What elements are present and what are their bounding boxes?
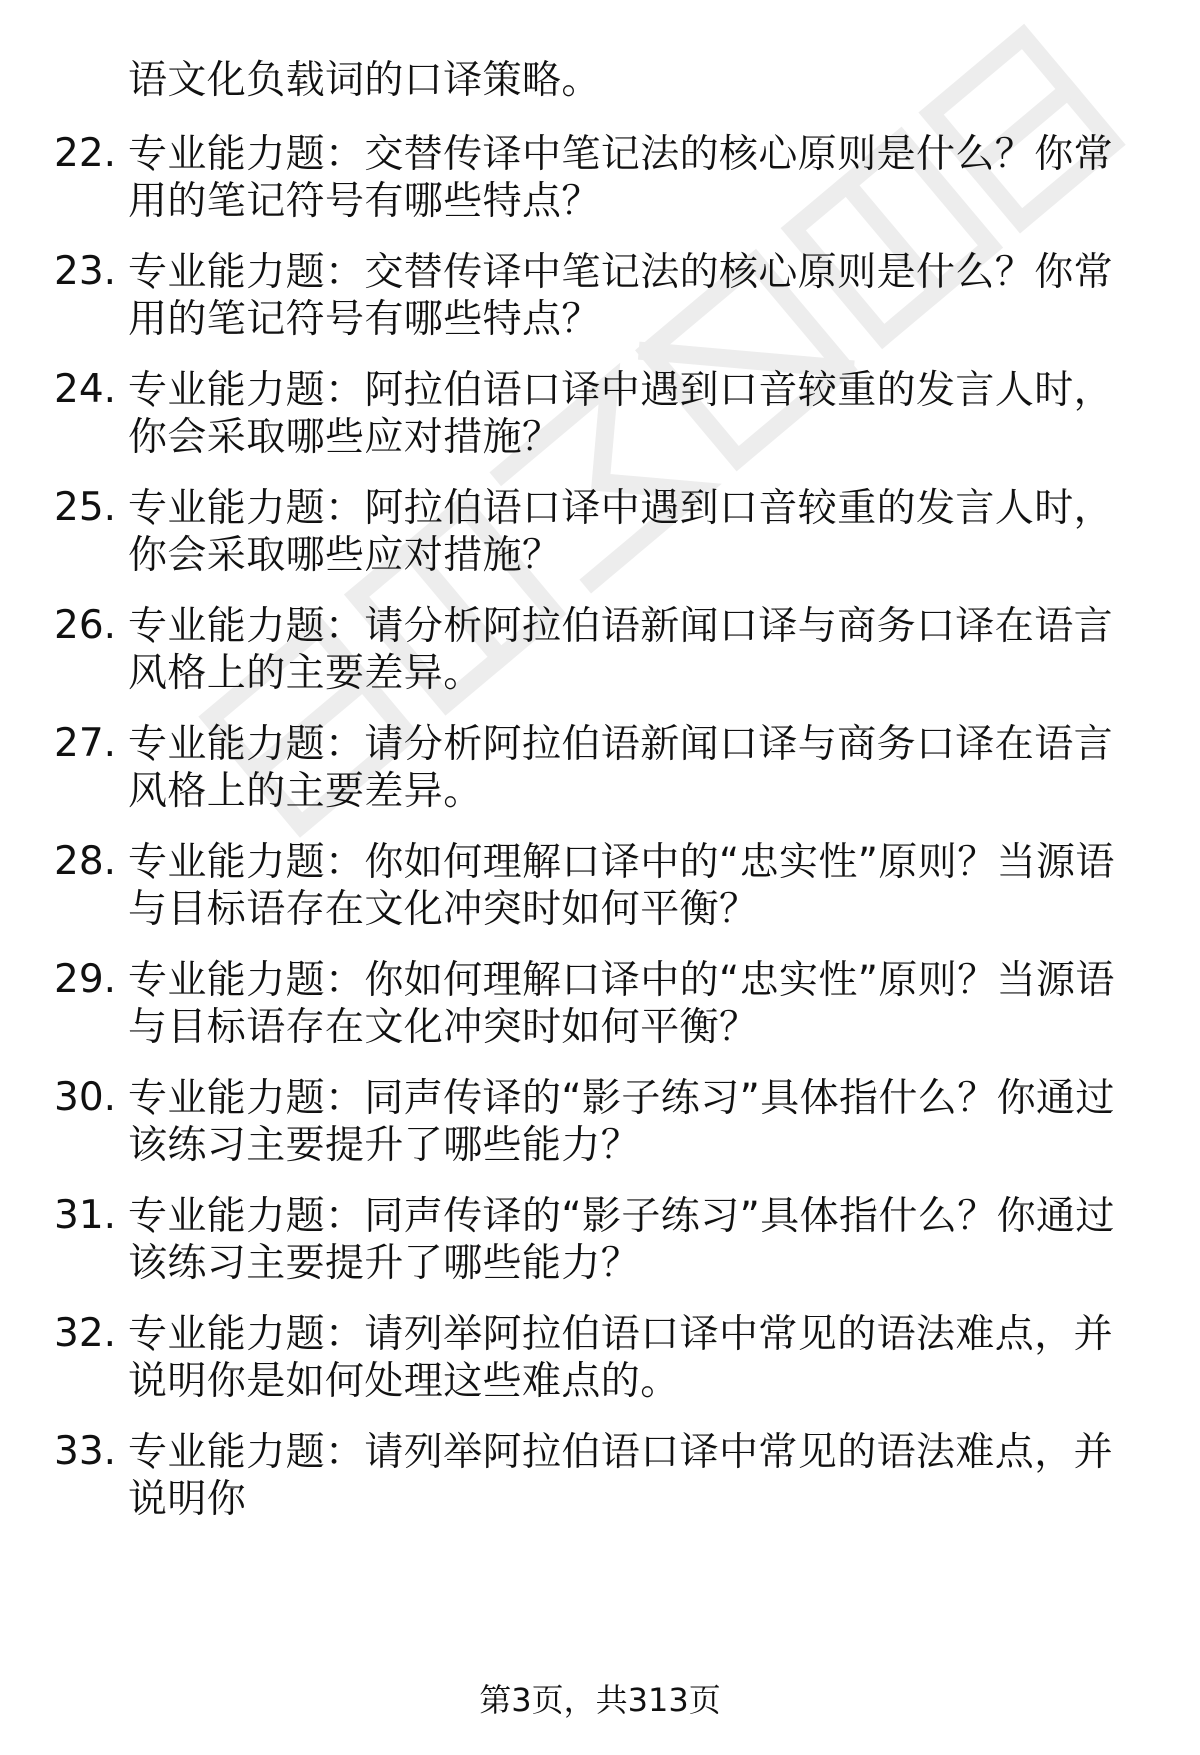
question-number: 23.: [54, 249, 117, 294]
question-text: 专业能力题：阿拉伯语口译中遇到口音较重的发言人时，你会采取哪些应对措施？: [128, 486, 1114, 578]
question-number: 30.: [54, 1075, 117, 1120]
question-number: 33.: [54, 1429, 117, 1474]
question-number: 26.: [54, 603, 117, 648]
question-number: 32.: [54, 1311, 117, 1356]
question-number: 27.: [54, 721, 117, 766]
question-text: 专业能力题：同声传译的“影子练习”具体指什么？你通过该练习主要提升了哪些能力？: [128, 1076, 1115, 1168]
question-text: 专业能力题：你如何理解口译中的“忠实性”原则？当源语与目标语存在文化冲突时如何平衡？: [128, 958, 1115, 1050]
question-text: 专业能力题：你如何理解口译中的“忠实性”原则？当源语与目标语存在文化冲突时如何平衡？: [128, 840, 1115, 932]
page-footer: 第3页，共313页: [479, 1681, 721, 1719]
question-text: 专业能力题：阿拉伯语口译中遇到口音较重的发言人时，你会采取哪些应对措施？: [128, 368, 1114, 460]
question-text: 专业能力题：请列举阿拉伯语口译中常见的语法难点，并说明你是如何处理这些难点的。: [128, 1312, 1114, 1404]
question-number: 28.: [54, 839, 117, 884]
question-number: 24.: [54, 367, 117, 412]
question-number: 25.: [54, 485, 117, 530]
question-number: 29.: [54, 957, 117, 1002]
question-text: 专业能力题：请列举阿拉伯语口译中常见的语法难点，并说明你: [128, 1430, 1114, 1522]
question-number: 22.: [54, 131, 117, 176]
question-text: 专业能力题：交替传译中笔记法的核心原则是什么？你常用的笔记符号有哪些特点？: [128, 132, 1114, 224]
question-text: 专业能力题：请分析阿拉伯语新闻口译与商务口译在语言风格上的主要差异。: [128, 722, 1114, 814]
question-text: 专业能力题：请分析阿拉伯语新闻口译与商务口译在语言风格上的主要差异。: [128, 604, 1114, 696]
continuation-line: 语文化负载词的口译策略。: [128, 58, 601, 103]
question-text: 专业能力题：交替传译中笔记法的核心原则是什么？你常用的笔记符号有哪些特点？: [128, 250, 1114, 342]
question-number: 31.: [54, 1193, 117, 1238]
question-text: 专业能力题：同声传译的“影子练习”具体指什么？你通过该练习主要提升了哪些能力？: [128, 1194, 1115, 1286]
